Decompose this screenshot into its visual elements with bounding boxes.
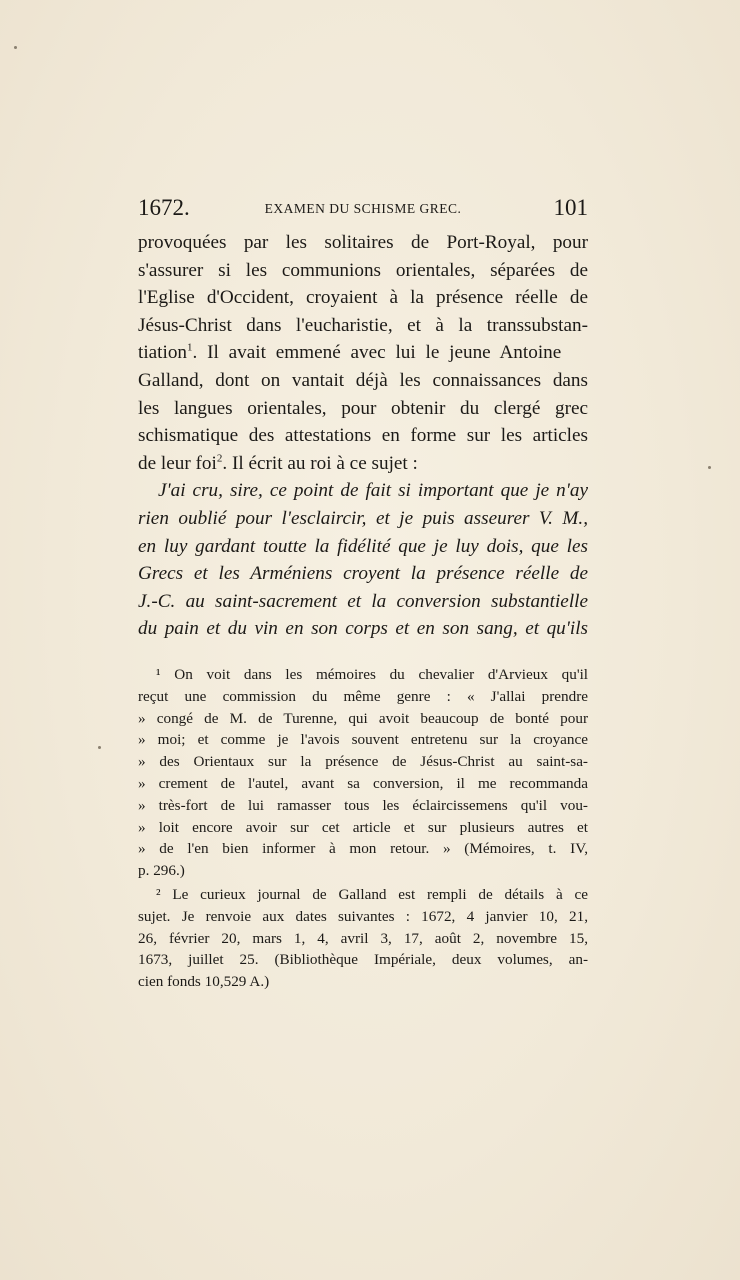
footnote-line: » très-fort de lui ramasser tous les éclaircissemens qu'il vou- xyxy=(138,796,588,814)
footnote-line: sujet. Je renvoie aux dates suivantes : 1672, 4 janvier 10, 21, xyxy=(138,907,588,925)
quote-line: J'ai cru, sire, ce point de fait si important que je n'ay xyxy=(158,480,588,502)
footnote-line: ² Le curieux journal de Galland est rempli de détails à ce xyxy=(156,885,588,903)
running-header xyxy=(138,195,588,225)
quote-line: en luy gardant toutte la fidélité que je luy dois, que les xyxy=(138,535,588,557)
footnote-line: reçut une commission du même genre : « J'allai prendre xyxy=(138,687,588,705)
main-text xyxy=(138,229,588,643)
speck xyxy=(98,746,101,749)
text-line: provoquées par les solitaires de Port-Royal, pour xyxy=(138,232,588,253)
speck xyxy=(14,46,17,49)
footnote-line: 1673, juillet 25. (Bibliothèque Impériale, deux volumes, an- xyxy=(138,951,588,969)
footnote-line: » moi; et comme je l'avois souvent entretenu sur la croyance xyxy=(138,731,588,749)
text-line: l'Eglise d'Occident, croyaient à la présence réelle de xyxy=(138,287,588,309)
footnote-line: p. 296.) xyxy=(138,862,185,880)
text-line: les langues orientales, pour obtenir du clergé grec xyxy=(138,397,588,419)
quote-line: rien oublié pour l'esclaircir, et je puis asseurer V. M., xyxy=(138,507,588,529)
footnote-line: » loit encore avoir sur cet article et sur plusieurs autres et xyxy=(138,818,588,836)
text-line: Jésus-Christ dans l'eucharistie, et à la transsubstan- xyxy=(138,314,588,336)
quote-line: J.-C. au saint-sacrement et la conversion substantielle xyxy=(138,590,588,612)
text-line: s'assurer si les communions orientales, séparées de xyxy=(138,259,588,281)
header-year: 1672. xyxy=(138,195,190,220)
footnote-marker: ¹ xyxy=(156,666,161,683)
text-line: schismatique des attestations en forme sur les articles xyxy=(138,425,588,447)
footnote-ref: 2 xyxy=(216,452,223,465)
footnote-line: 26, février 20, mars 1, 4, avril 3, 17, août 2, novembre 15, xyxy=(138,929,588,947)
text-line: tiation$^1$. Il avait emmené avec lui le jeune Antoine xyxy=(138,341,562,364)
footnote-line: » des Orientaux sur la présence de Jésus-Christ au saint-sa- xyxy=(138,753,588,771)
footnotes xyxy=(138,664,588,993)
footnote-line: » de l'en bien informer à mon retour. » (Mémoires, t. IV, xyxy=(138,840,588,858)
text-line: de leur foi$^2$. Il écrit au roi à ce sujet : xyxy=(138,452,418,474)
footnote-line: » congé de M. de Turenne, qui avoit beaucoup de bonté pour xyxy=(138,709,588,727)
speck xyxy=(708,466,711,469)
footnote-line: cien fonds 10,529 A.) xyxy=(138,973,270,991)
header-title: EXAMEN DU SCHISME GREC. xyxy=(264,201,462,216)
footnote-marker: ² xyxy=(156,885,161,903)
text-line: Galland, dont on vantait déjà les connaissances dans xyxy=(138,369,588,391)
footnote-line: » crement de l'autel, avant sa conversion, il me recommanda xyxy=(138,774,588,792)
quote-line: du pain et du vin en son corps et en son sang, et qu'ils xyxy=(138,618,588,640)
footnote-ref: 1 xyxy=(187,341,193,354)
footnote-line: ¹ On voit dans les mémoires du chevalier d'Arvieux qu'il xyxy=(156,666,588,683)
page-number: 101 xyxy=(553,195,588,220)
quote-line: Grecs et les Arméniens croyent la présence réelle de xyxy=(138,563,588,585)
